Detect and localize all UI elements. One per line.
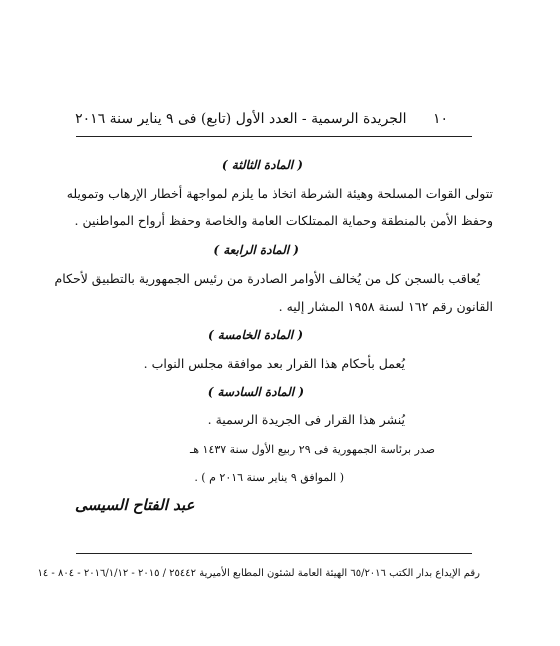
article3-line2: وحفظ الأمن بالمنطقة وحماية الممتلكات العامة والخاصة وحفظ أرواح المواطنين . (74, 213, 493, 228)
issued-line2: ( الموافق ٩ يناير سنة ٢٠١٦ م ) . (194, 471, 344, 484)
issued-line1: صدر برئاسة الجمهورية فى ٢٩ ربيع الأول سنة ١٤٣٧ هـ (190, 443, 435, 456)
article4-line1: يُعاقب بالسجن كل من يُخالف الأوامر الصادرة من رئيس الجمهورية بالتطبيق لأحكام (54, 271, 480, 286)
footer-rule (76, 553, 472, 554)
header-rule (76, 136, 472, 137)
page-number: ١٠ (432, 111, 448, 127)
page-header (75, 111, 448, 127)
article5-line1: يُعمل بأحكام هذا القرار بعد موافقة مجلس النواب . (143, 356, 405, 371)
article6-heading: ( المادة السادسة ) (207, 385, 304, 399)
footer-deposit-number: رقم الإيداع بدار الكتب ٦٥/٢٠١٦ الهيئة العامة لشئون المطابع الأميرية ٢٥٤٤٢ / ٢٠١٥ - ٢٠١٦/١/١٢ - ٨٠٤ - ١٤ (37, 568, 480, 579)
article6-line1: يُنشر هذا القرار فى الجريدة الرسمية . (207, 412, 405, 427)
article4-line2: القانون رقم ١٦٢ لسنة ١٩٥٨ المشار إليه . (278, 299, 493, 314)
gazette-title: الجريدة الرسمية - العدد الأول (تابع) فى ٩ يناير سنة ٢٠١٦ (75, 111, 407, 127)
article4-heading: ( المادة الرابعة ) (213, 243, 299, 257)
article3-line1: تتولى القوات المسلحة وهيئة الشرطة اتخاذ ما يلزم لمواجهة أخطار الإرهاب وتمويله (66, 186, 493, 201)
article5-heading: ( المادة الخامسة ) (207, 328, 303, 342)
article3-heading: ( المادة الثالثة ) (221, 158, 303, 172)
signature: عبد الفتاح السيسى (75, 496, 195, 514)
